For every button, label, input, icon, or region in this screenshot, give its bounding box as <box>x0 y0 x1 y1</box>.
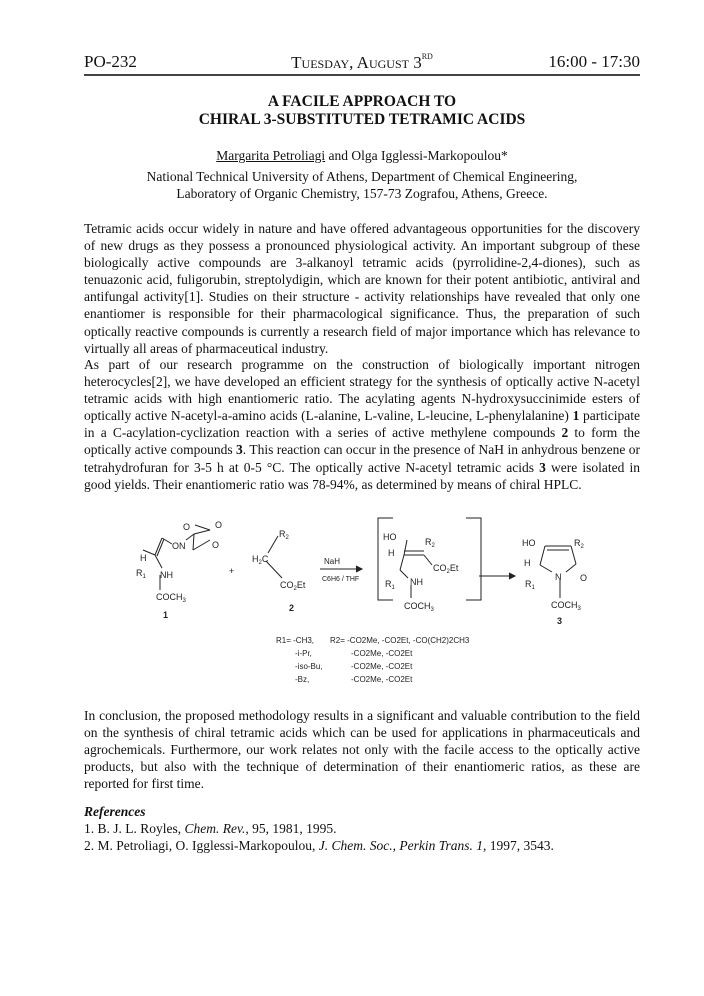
affiliation: National Technical University of Athens, Department of Chemical Engineering, Laboratory of Organic Chemistry, 157-73 Zografou, Athens, Greece. <box>146 169 578 201</box>
paper-title: A FACILE APPROACH TO CHIRAL 3-SUBSTITUTED TETRAMIC ACIDS <box>198 93 526 128</box>
paragraph-intro: Tetramic acids occur widely in nature and have offered advantageous opportunities for the discovery of new drugs as they possess a pronounced physiological activity. An important subgroup of these biologically active compounds are 3-alkanoyl tetramic acids (pyrrolidine-2,4-diones), such as tenuazonic acid, fuligorubin, streptolydigin, which are known for their potent antibiotic, antiviral and antifungal activity[1]. Studies on their structure - activity relationships have revealed that only one enantiomer is responsible for their pharmacological significance. Thus, the preparation of such optically reactive compounds is currently a research field of major importance which has relevance to virtually all areas of pharmaceutical industry. <box>84 221 640 356</box>
atom-O: O <box>183 522 191 532</box>
r1-value: -iso-Bu, <box>295 662 323 671</box>
reaction-scheme <box>0 515 704 695</box>
atom-R2: $R_2$ <box>279 529 289 541</box>
reference-item: 2. M. Petroliagi, O. Igglessi-Markopoulou, J. Chem. Soc., Perkin Trans. 1, 1997, 3543. <box>84 838 554 853</box>
compound-label-1: 1 <box>163 610 169 620</box>
atom-NH: NH <box>160 570 173 580</box>
atom-R1: $R_1$ <box>525 579 535 591</box>
atom-COCH3: $COCH_3$ <box>551 600 581 612</box>
paragraph-method: As part of our research programme on the construction of biologically important nitrogen heterocycles[2], we have developed an efficient strategy for the synthesis of optically active N-acetyl tetramic acids with high enantiomeric ratio. The acylating agents N-hydroxysuccinimide esters of optically active N-acetyl-a-amino acids (L-alanine, L-valine, L-leucine, L-phenylalanine) 1 participate in a C-acylation-cyclization reaction with a series of active methylene compounds 2 to form the optically active compounds 3. This reaction can occur in the presence of NaH in anhydrous benzene or tetrahydrofuran for 3-5 h at 0-5 °C. The optically active N-acetyl tetramic acids 3 were isolated in good yields. Their enantiomeric ratio was 78-94%, as determined by means of chiral HPLC. <box>84 357 640 492</box>
atom-N: N <box>555 572 562 582</box>
atom-R1: $R_1$ <box>136 568 146 580</box>
atom-COCH3: $COCH_3$ <box>156 592 186 604</box>
r1-value: -Bz, <box>295 675 310 684</box>
authors: Margarita Petroliagi and Olga Igglessi-Markopoulou* <box>216 148 508 163</box>
references <box>84 803 640 854</box>
atom-R1: $R_1$ <box>385 579 395 591</box>
atom-H2C: $H_2C$ <box>252 554 269 566</box>
r2-value: -CO2Me, -CO2Et <box>351 662 413 671</box>
references-heading: References <box>84 804 146 819</box>
reagent-solvent: C6H6 / THF <box>322 576 360 583</box>
presenting-author: Margarita Petroliagi <box>216 148 326 163</box>
atom-ON: ON <box>172 541 186 551</box>
atom-H: H <box>524 558 531 568</box>
atom-CO2Et: $CO_2Et$ <box>433 563 459 575</box>
plus-sign: + <box>229 566 235 576</box>
r2-value: -CO2Me, -CO2Et <box>351 675 413 684</box>
atom-H: H <box>388 548 395 558</box>
atom-O: O <box>215 520 223 530</box>
atom-CO2Et: $CO_2Et$ <box>280 580 306 592</box>
atom-R2: $R_2$ <box>574 538 584 550</box>
atom-H: H <box>140 553 147 563</box>
r2-value: R2= -CO2Me, -CO2Et, -CO(CH2)2CH3 <box>330 636 470 645</box>
r1-value: R1= -CH3, <box>276 636 315 645</box>
compound-label-3: 3 <box>557 616 563 626</box>
atom-NH: NH <box>410 577 423 587</box>
r1-value: -i-Pr, <box>295 649 312 658</box>
atom-R2: $R_2$ <box>425 537 435 549</box>
session-time: 16:00 - 17:30 <box>548 52 640 71</box>
atom-COCH3: $COCH_3$ <box>404 601 434 613</box>
compound-label-2: 2 <box>289 603 295 613</box>
atom-O: O <box>580 573 588 583</box>
page-header <box>84 50 640 76</box>
poster-code: PO-232 <box>84 52 137 71</box>
atom-O: O <box>212 540 220 550</box>
r2-value: -CO2Me, -CO2Et <box>351 649 413 658</box>
atom-HO: HO <box>383 532 397 542</box>
session-day: Tuesday, August 3RD <box>291 52 433 72</box>
reagent-nah: NaH <box>324 557 341 566</box>
reference-item: 1. B. J. L. Royles, Chem. Rev., 95, 1981, 1995. <box>84 821 337 836</box>
atom-HO: HO <box>522 538 536 548</box>
substituent-table <box>276 636 470 684</box>
paragraph-conclusion: In conclusion, the proposed methodology results in a significant and valuable contribution to the field on the synthesis of chiral tetramic acids which can be used for applications in pharmaceuticals and agrochemicals. Furthermore, our work relates not only with the facile access to the optically active products, but also with the technique of determination of their enantiomeric ratios, as these are reported for first time. <box>84 708 640 792</box>
